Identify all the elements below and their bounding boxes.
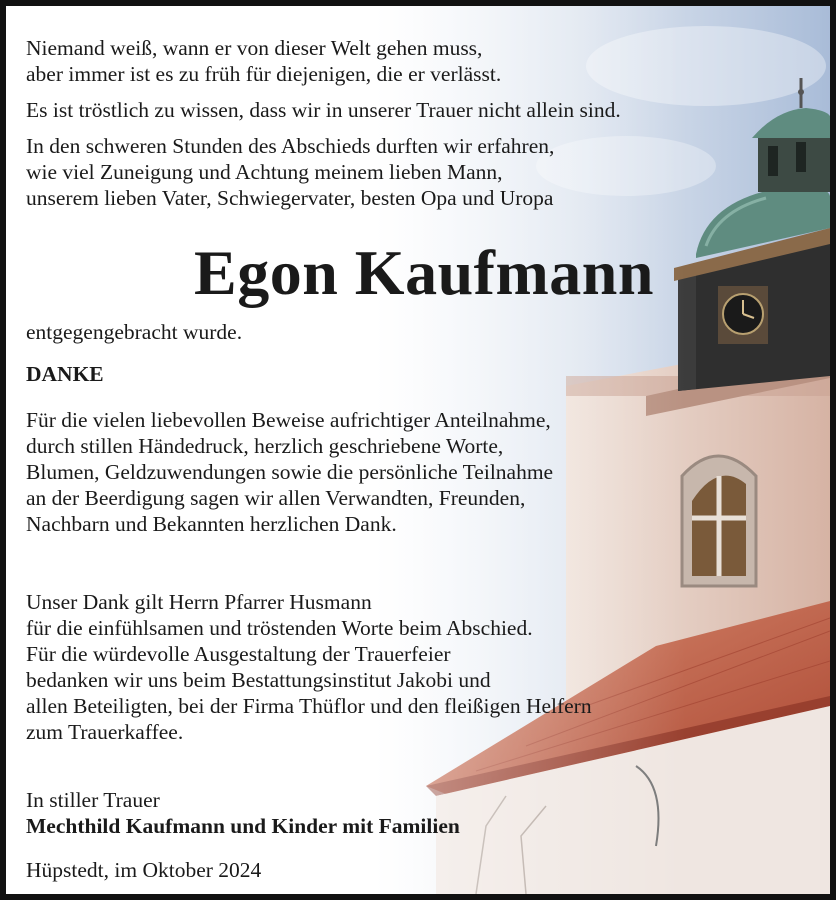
para2-line-4: bedanken wir uns beim Bestattungsinstitut Jakobi und xyxy=(26,668,491,692)
para2-line-1: Unser Dank gilt Herrn Pfarrer Husmann xyxy=(26,590,372,614)
after-name-line: entgegengebracht wurde. xyxy=(26,320,243,344)
intro-line-3: Es ist tröstlich zu wissen, dass wir in unserer Trauer nicht allein sind. xyxy=(26,98,621,122)
intro-line-2: aber immer ist es zu früh für diejenigen, die er verlässt. xyxy=(26,62,502,86)
deceased-name: Egon Kaufmann xyxy=(194,237,654,308)
intro-line-5: wie viel Zuneigung und Achtung meinem lieben Mann, xyxy=(26,160,503,184)
family-signature: Mechthild Kaufmann und Kinder mit Familien xyxy=(26,814,460,838)
intro-line-6: unserem lieben Vater, Schwiegervater, besten Opa und Uropa xyxy=(26,186,554,210)
intro-line-4: In den schweren Stunden des Abschieds durften wir erfahren, xyxy=(26,134,555,158)
para2-line-2: für die einfühlsamen und tröstenden Worte beim Abschied. xyxy=(26,616,533,640)
para2-line-3: Für die würdevolle Ausgestaltung der Trauerfeier xyxy=(26,642,451,666)
para1-line-1: Für die vielen liebevollen Beweise aufrichtiger Anteilnahme, xyxy=(26,408,551,432)
place-date: Hüpstedt, im Oktober 2024 xyxy=(26,858,262,882)
intro-line-1: Niemand weiß, wann er von dieser Welt gehen muss, xyxy=(26,36,483,60)
closing-line: In stiller Trauer xyxy=(26,788,160,812)
para1-line-4: an der Beerdigung sagen wir allen Verwandten, Freunden, xyxy=(26,486,526,510)
para1-line-3: Blumen, Geldzuwendungen sowie die persönliche Teilnahme xyxy=(26,460,554,484)
danke-heading: DANKE xyxy=(26,362,104,386)
para1-line-2: durch stillen Händedruck, herzlich geschriebene Worte, xyxy=(26,434,504,458)
para2-line-5: allen Beteiligten, bei der Firma Thüflor und den fleißigen Helfern xyxy=(26,694,592,718)
para1-line-5: Nachbarn und Bekannten herzlichen Dank. xyxy=(26,512,397,536)
para2-line-6: zum Trauerkaffee. xyxy=(26,720,184,744)
